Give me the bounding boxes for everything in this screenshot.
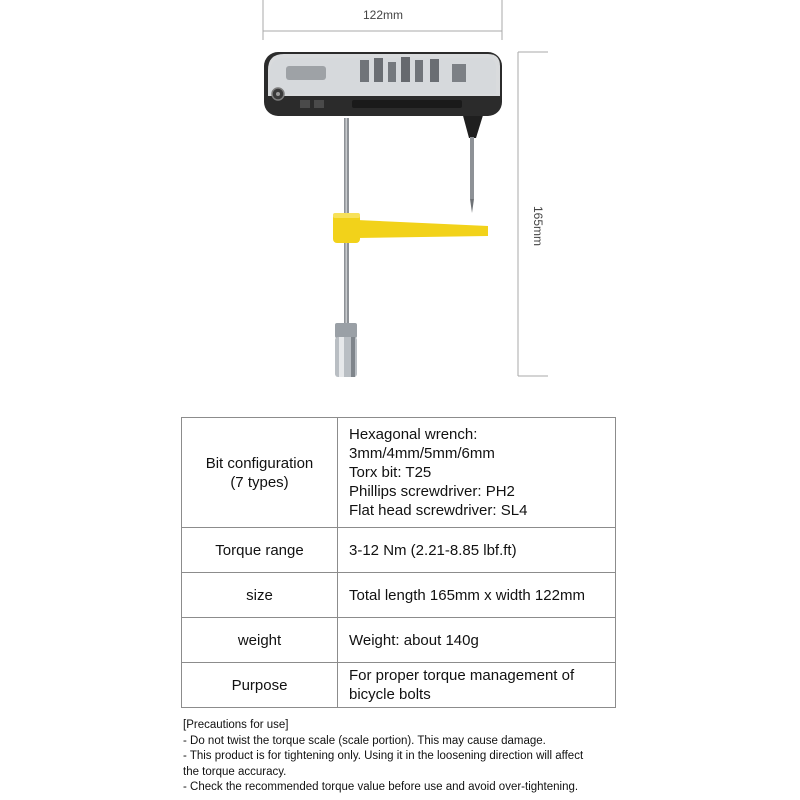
precaution-line: the torque accuracy. <box>183 765 287 778</box>
spec-label <box>182 528 338 573</box>
spec-value-line: 3-12 Nm (2.21-8.85 lbf.ft) <box>349 541 517 559</box>
spec-value <box>338 663 616 708</box>
bit-storage-housing <box>264 52 502 116</box>
spec-value-line: Total length 165mm x width 122mm <box>349 586 585 604</box>
spec-row-purpose <box>182 663 616 708</box>
spec-label-line: Bit configuration <box>205 454 314 472</box>
spec-value-line: 3mm/4mm/5mm/6mm <box>349 445 495 462</box>
precautions-notes <box>183 718 623 796</box>
precaution-line: - Check the recommended torque value before use and avoid over-tightening. <box>183 781 579 793</box>
spec-row-weight <box>182 618 616 663</box>
socket-adapter <box>335 323 357 377</box>
spec-label <box>182 618 338 663</box>
precaution-line: - Do not twist the torque scale (scale portion). This may cause damage. <box>183 734 546 747</box>
spec-label <box>182 418 338 528</box>
spec-value-line: Hexagonal wrench: <box>349 426 478 443</box>
spec-value-line: Flat head screwdriver: SL4 <box>349 502 528 519</box>
width-dimension-label: 122mm <box>362 8 404 22</box>
height-dimension-label: 165mm <box>531 205 545 247</box>
spec-value-line: Weight: about 140g <box>349 631 479 649</box>
precaution-line: - This product is for tightening only. Using it in the loosening direction will affect <box>183 750 584 762</box>
spec-label-line: (7 types) <box>230 473 289 491</box>
spec-label-line: Purpose <box>231 676 288 694</box>
spec-label <box>182 573 338 618</box>
spec-value <box>338 573 616 618</box>
width-dimension <box>263 0 502 40</box>
spec-value-line: bicycle bolts <box>349 686 431 703</box>
pointer-needle <box>462 112 484 213</box>
spec-row-bit-configuration <box>182 418 616 528</box>
torque-scale-indicator <box>333 213 488 243</box>
spec-label <box>182 663 338 708</box>
spec-label-line: size <box>246 586 273 604</box>
spec-label-line: weight <box>237 631 282 649</box>
spec-value-line: Phillips screwdriver: PH2 <box>349 483 515 500</box>
spec-row-torque-range <box>182 528 616 573</box>
spec-value <box>338 618 616 663</box>
spec-value <box>338 528 616 573</box>
spec-value <box>338 418 616 528</box>
spec-row-size <box>182 573 616 618</box>
spec-table <box>181 417 616 708</box>
spec-value-line: Torx bit: T25 <box>349 464 432 481</box>
spec-value-line: For proper torque management of <box>349 667 575 684</box>
spec-label-line: Torque range <box>215 541 304 559</box>
height-dimension <box>518 52 548 376</box>
precautions-heading: [Precautions for use] <box>183 719 289 731</box>
